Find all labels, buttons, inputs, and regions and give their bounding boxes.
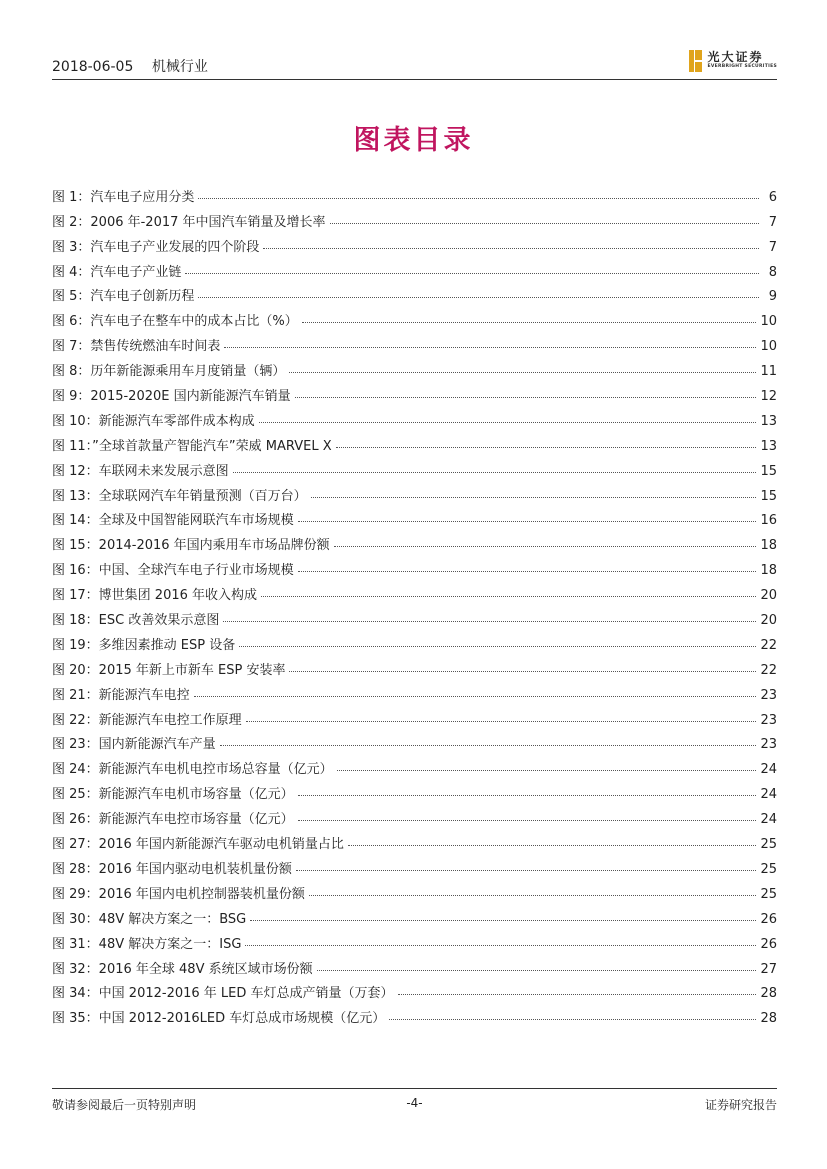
toc-entry[interactable]: [52, 329, 777, 354]
toc-entry-label: 图 18：ESC 改善效果示意图: [52, 613, 220, 629]
toc-entry-page: 23: [760, 712, 777, 728]
toc-entry[interactable]: [52, 927, 777, 952]
toc-entry-page: 26: [760, 911, 777, 927]
toc-entry[interactable]: [52, 479, 777, 504]
toc-dot-leader: [317, 970, 757, 971]
toc-entry-page: 9: [768, 289, 777, 305]
toc-entry[interactable]: [52, 902, 777, 927]
toc-dot-leader: [295, 397, 757, 398]
toc-entry-label: 图 17：博世集团 2016 年收入构成: [52, 588, 258, 604]
toc-dot-leader: [298, 820, 757, 821]
toc-entry[interactable]: [52, 504, 777, 529]
toc-entry-label: 图 34：中国 2012-2016 年 LED 车灯总成产销量（万套）: [52, 986, 394, 1002]
toc-entry-label: 图 24：新能源汽车电机电控市场总容量（亿元）: [52, 762, 333, 778]
logo-name-cn: 光大证券: [707, 50, 764, 64]
company-logo: [689, 50, 777, 72]
toc-entry-label: 图 23：国内新能源汽车产量: [52, 737, 216, 753]
toc-entry-label: 图 22：新能源汽车电控工作原理: [52, 712, 242, 728]
header-divider: [52, 79, 777, 80]
toc-entry-page: 25: [760, 861, 777, 877]
toc-dot-leader: [245, 945, 756, 946]
toc-entry-page: 27: [760, 961, 777, 977]
toc-entry[interactable]: [52, 852, 777, 877]
toc-entry-label: 图 2：2006 年-2017 年中国汽车销量及增长率: [52, 214, 326, 230]
toc-entry[interactable]: [52, 802, 777, 827]
logo-mark-icon: [689, 50, 702, 72]
toc-entry-page: 10: [760, 339, 777, 355]
figure-toc-list: [52, 180, 777, 1026]
toc-dot-leader: [336, 447, 757, 448]
toc-entry[interactable]: [52, 255, 777, 280]
toc-dot-leader: [398, 994, 757, 995]
toc-dot-leader: [289, 671, 756, 672]
toc-entry-label: 图 7：禁售传统燃油车时间表: [52, 339, 221, 355]
toc-entry-label: 图 13：全球联网汽车年销量预测（百万台）: [52, 488, 307, 504]
toc-dot-leader: [261, 596, 756, 597]
header-info: [52, 56, 208, 76]
toc-entry-label: 图 28：2016 年国内驱动电机装机量份额: [52, 861, 292, 877]
toc-entry-label: 图 29：2016 年国内电机控制器装机量份额: [52, 886, 305, 902]
page-title: 图表目录: [353, 125, 474, 156]
toc-dot-leader: [389, 1019, 756, 1020]
toc-dot-leader: [289, 372, 756, 373]
toc-entry-page: 11: [760, 364, 777, 380]
toc-entry-label: 图 25：新能源汽车电机市场容量（亿元）: [52, 787, 294, 803]
toc-dot-leader: [198, 297, 759, 298]
toc-entry-label: 图 32：2016 年全球 48V 系统区域市场份额: [52, 961, 313, 977]
toc-entry-page: 18: [760, 538, 777, 554]
toc-entry-page: 18: [760, 563, 777, 579]
toc-entry-label: 图 6：汽车电子在整车中的成本占比（%）: [52, 314, 298, 330]
toc-entry-page: 6: [768, 189, 777, 205]
toc-entry-page: 13: [760, 438, 777, 454]
toc-dot-leader: [259, 422, 757, 423]
toc-entry[interactable]: [52, 1001, 777, 1026]
toc-dot-leader: [220, 745, 757, 746]
toc-entry-label: 图 8：历年新能源乘用车月度销量（辆）: [52, 364, 286, 380]
toc-entry[interactable]: [52, 404, 777, 429]
toc-entry-page: 7: [768, 214, 777, 230]
toc-entry-page: 23: [760, 737, 777, 753]
page-footer: [52, 1096, 777, 1112]
toc-entry-label: 图 16：中国、全球汽车电子行业市场规模: [52, 563, 294, 579]
page-header: [52, 52, 777, 80]
toc-entry-page: 8: [768, 264, 777, 280]
toc-dot-leader: [246, 721, 757, 722]
toc-dot-leader: [224, 347, 756, 348]
toc-entry-page: 12: [760, 389, 777, 405]
toc-entry[interactable]: [52, 977, 777, 1002]
toc-entry-label: 图 27：2016 年国内新能源汽车驱动电机销量占比: [52, 837, 344, 853]
toc-entry-page: 15: [760, 463, 777, 479]
toc-entry-page: 15: [760, 488, 777, 504]
toc-dot-leader: [233, 472, 757, 473]
toc-entry-page: 10: [760, 314, 777, 330]
toc-dot-leader: [330, 223, 759, 224]
toc-entry-label: 图 5：汽车电子创新历程: [52, 289, 195, 305]
toc-entry[interactable]: [52, 952, 777, 977]
toc-entry[interactable]: [52, 728, 777, 753]
toc-entry[interactable]: [52, 653, 777, 678]
report-date: 2018-06-05: [52, 59, 134, 75]
toc-dot-leader: [311, 497, 757, 498]
toc-dot-leader: [348, 845, 757, 846]
toc-entry-label: 图 11：”全球首款量产智能汽车”荣威 MARVEL X: [52, 438, 332, 454]
report-type: 证券研究报告: [704, 1098, 777, 1112]
toc-entry-label: 图 31：48V 解决方案之一：ISG: [52, 936, 242, 952]
toc-entry-label: 图 4：汽车电子产业链: [52, 264, 182, 280]
toc-entry-label: 图 12：车联网未来发展示意图: [52, 463, 229, 479]
toc-dot-leader: [194, 696, 757, 697]
toc-entry[interactable]: [52, 280, 777, 305]
toc-dot-leader: [309, 895, 757, 896]
toc-entry-page: 23: [760, 687, 777, 703]
toc-entry-label: 图 15：2014-2016 年国内乘用车市场品牌份额: [52, 538, 330, 554]
toc-entry[interactable]: [52, 230, 777, 255]
toc-entry[interactable]: [52, 877, 777, 902]
toc-entry[interactable]: [52, 454, 777, 479]
toc-dot-leader: [302, 322, 757, 323]
toc-entry-label: 图 21：新能源汽车电控: [52, 687, 190, 703]
toc-dot-leader: [337, 770, 757, 771]
toc-entry-label: 图 20：2015 年新上市新车 ESP 安装率: [52, 662, 286, 678]
toc-entry[interactable]: [52, 827, 777, 852]
toc-entry-page: 24: [760, 787, 777, 803]
toc-dot-leader: [298, 571, 757, 572]
toc-entry[interactable]: [52, 553, 777, 578]
toc-entry[interactable]: [52, 678, 777, 703]
toc-dot-leader: [296, 870, 757, 871]
toc-entry-page: 20: [760, 588, 777, 604]
toc-entry[interactable]: [52, 777, 777, 802]
toc-entry[interactable]: [52, 628, 777, 653]
page-number: -4-: [406, 1096, 423, 1110]
toc-entry-page: 24: [760, 812, 777, 828]
toc-entry-page: 24: [760, 762, 777, 778]
toc-entry-page: 28: [760, 986, 777, 1002]
footer-divider: [52, 1088, 777, 1089]
toc-dot-leader: [198, 198, 759, 199]
toc-entry[interactable]: [52, 379, 777, 404]
toc-entry-page: 20: [760, 613, 777, 629]
toc-entry-label: 图 35：中国 2012-2016LED 车灯总成市场规模（亿元）: [52, 1011, 386, 1027]
toc-entry[interactable]: [52, 429, 777, 454]
toc-entry-page: 26: [760, 936, 777, 952]
toc-entry[interactable]: [52, 752, 777, 777]
toc-dot-leader: [239, 646, 756, 647]
toc-entry[interactable]: [52, 304, 777, 329]
toc-entry[interactable]: [52, 578, 777, 603]
toc-entry-label: 图 3：汽车电子产业发展的四个阶段: [52, 239, 260, 255]
toc-entry-label: 图 19：多维因素推动 ESP 设备: [52, 637, 236, 653]
logo-name-en: EVERBRIGHT SECURITIES: [707, 64, 777, 69]
toc-entry-page: 28: [760, 1011, 777, 1027]
toc-entry-label: 图 26：新能源汽车电控市场容量（亿元）: [52, 812, 294, 828]
disclaimer-note: 敬请参阅最后一页特别声明: [52, 1098, 197, 1112]
toc-dot-leader: [185, 273, 759, 274]
toc-entry[interactable]: [52, 528, 777, 553]
toc-dot-leader: [263, 248, 759, 249]
toc-entry-page: 25: [760, 837, 777, 853]
toc-entry[interactable]: [52, 354, 777, 379]
toc-entry-page: 25: [760, 886, 777, 902]
toc-dot-leader: [250, 920, 756, 921]
toc-entry-page: 22: [760, 662, 777, 678]
toc-entry[interactable]: [52, 603, 777, 628]
toc-entry[interactable]: [52, 703, 777, 728]
toc-entry-page: 7: [768, 239, 777, 255]
toc-entry-label: 图 14：全球及中国智能网联汽车市场规模: [52, 513, 294, 529]
toc-entry[interactable]: [52, 180, 777, 205]
toc-entry-page: 22: [760, 637, 777, 653]
toc-dot-leader: [298, 521, 757, 522]
toc-entry-label: 图 9：2015-2020E 国内新能源汽车销量: [52, 389, 291, 405]
toc-entry-label: 图 1：汽车电子应用分类: [52, 189, 195, 205]
toc-dot-leader: [223, 621, 756, 622]
toc-entry-label: 图 10：新能源汽车零部件成本构成: [52, 413, 255, 429]
toc-entry-label: 图 30：48V 解决方案之一：BSG: [52, 911, 247, 927]
toc-entry[interactable]: [52, 205, 777, 230]
toc-entry-page: 13: [760, 413, 777, 429]
industry-label: 机械行业: [151, 59, 208, 75]
toc-dot-leader: [334, 546, 757, 547]
toc-entry-page: 16: [760, 513, 777, 529]
toc-dot-leader: [298, 795, 757, 796]
